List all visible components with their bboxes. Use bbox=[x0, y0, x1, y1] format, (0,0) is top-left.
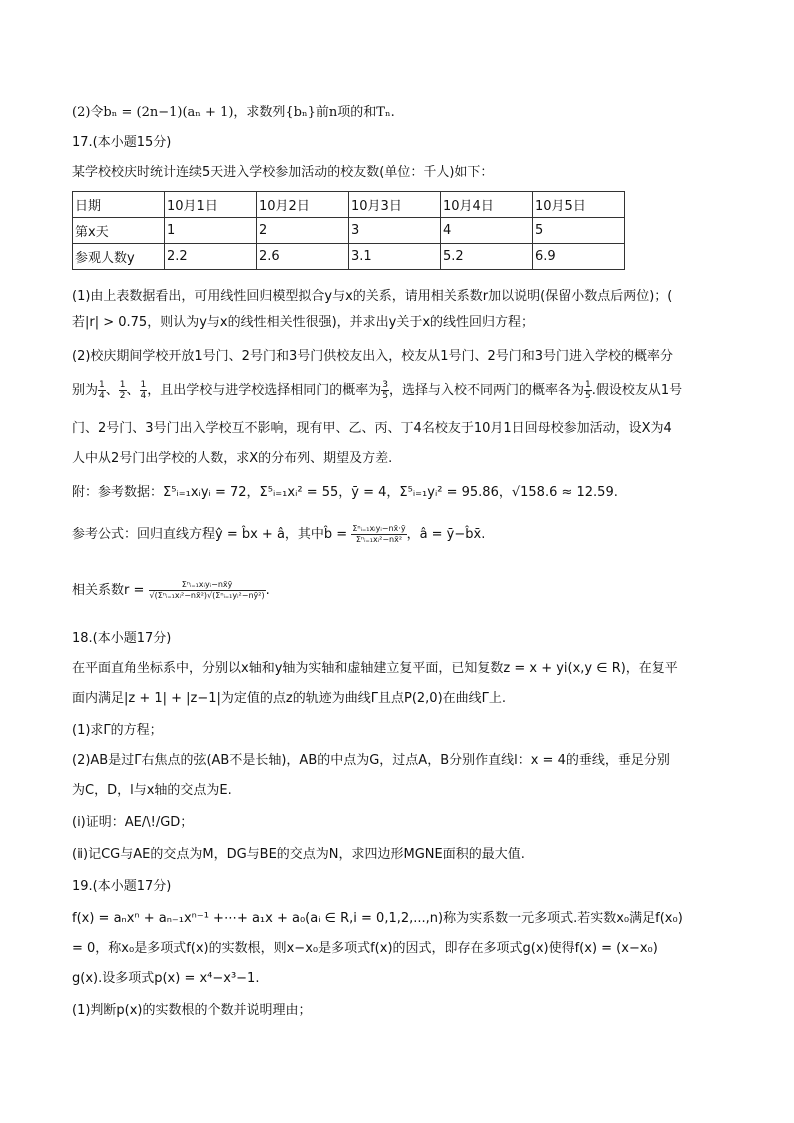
table-cell: 10月3日 bbox=[349, 192, 441, 218]
q17-part2-b bbox=[72, 380, 722, 401]
text: ，â = ȳ−b̂x̄. bbox=[406, 527, 486, 542]
q18-stem-a: 在平面直角坐标系中，分别以x轴和y轴为实轴和虚轴建立复平面，已知复数z = x + yi(x,y ∈ R)，在复平 bbox=[72, 661, 678, 676]
q18-stem-b: 面内满足|z + 1| + |z−1|为定值的点z的轨迹为曲线Γ且点P(2,0)在曲线Γ上. bbox=[72, 691, 507, 706]
table-cell: 4 bbox=[441, 218, 533, 244]
q19-part1: (1)判断p(x)的实数根的个数并说明理由； bbox=[72, 1003, 312, 1018]
q18-part2-a: (2)AB是过Γ右焦点的弦(AB不是长轴)，AB的中点为G，过点A，B分别作直线l：x = 4的垂线，垂足分别 bbox=[72, 753, 670, 768]
q17-part1-b: 若|r| > 0.75，则认为y与x的线性相关性很强)，并求出y关于x的线性回归方程； bbox=[72, 315, 535, 330]
text: .假设校友从1号 bbox=[591, 383, 683, 398]
regression-slope-fraction: $\frac{\text{Σⁿᵢ₌₁xᵢyᵢ−nx̄·ȳ}}{\text{Σⁿᵢ₌₁xᵢ²−nx̄²}}$ bbox=[352, 524, 406, 544]
table-cell: 10月4日 bbox=[441, 192, 533, 218]
text: 别为 bbox=[72, 383, 99, 398]
q17-reference-formula bbox=[72, 524, 722, 545]
q17-part2-c: 门、2号门、3号门出入学校互不影响，现有甲、乙、丙、丁4名校友于10月1日回母校参加活动，设X为4 bbox=[72, 421, 672, 436]
text: 参考公式：回归直线方程ŷ = b̂x + â，其中b̂ = bbox=[72, 527, 348, 542]
fraction-one-quarter: $\frac{1}{4}$ bbox=[99, 380, 105, 401]
q17-part2-a: (2)校庆期间学校开放1号门、2号门和3号门供校友出入，校友从1号门、2号门和3号门进入学校的概率分 bbox=[72, 349, 674, 364]
text: . bbox=[265, 583, 270, 598]
text: ，选择与入校不同两门的概率各为 bbox=[389, 383, 585, 398]
text: 相关系数r = bbox=[72, 583, 145, 598]
table-row bbox=[73, 192, 625, 218]
table-cell: 2.6 bbox=[257, 244, 349, 270]
q18-part2-ii: (ⅱ)记CG与AE的交点为M，DG与BE的交点为N，求四边形MGNE面积的最大值. bbox=[72, 847, 525, 862]
table-cell: 10月2日 bbox=[257, 192, 349, 218]
table-cell: 1 bbox=[165, 218, 257, 244]
q18-part1: (1)求Γ的方程； bbox=[72, 723, 163, 738]
table-cell: 6.9 bbox=[533, 244, 625, 270]
separator: 、 bbox=[105, 383, 119, 398]
table-cell: 10月5日 bbox=[533, 192, 625, 218]
table-cell: 5.2 bbox=[441, 244, 533, 270]
q17-intro: 某学校校庆时统计连续5天进入学校参加活动的校友数(单位：千人)如下： bbox=[72, 165, 494, 180]
table-cell: 日期 bbox=[73, 192, 165, 218]
table-cell: 10月1日 bbox=[165, 192, 257, 218]
q17-part2-d: 人中从2号门出学校的人数，求X的分布列、期望及方差. bbox=[72, 451, 393, 466]
table-cell: 3 bbox=[349, 218, 441, 244]
table-cell: 2.2 bbox=[165, 244, 257, 270]
separator: 、 bbox=[126, 383, 140, 398]
q19-stem-a: f(x) = aₙxⁿ + aₙ₋₁xⁿ⁻¹ +⋯+ a₁x + a₀(aᵢ ∈ R,i = 0,1,2,...,n)称为实系数一元多项式.若实数x₀满足f(x₀) bbox=[72, 911, 683, 926]
table-cell: 第x天 bbox=[73, 218, 165, 244]
q19-stem-c: g(x).设多项式p(x) = x⁴−x³−1. bbox=[72, 971, 260, 986]
table-cell: 2 bbox=[257, 218, 349, 244]
fraction-one-fifth: $\frac{1}{5}$ bbox=[585, 380, 591, 401]
fraction-one-quarter-2: $\frac{1}{4}$ bbox=[140, 380, 147, 401]
table-row bbox=[73, 244, 625, 270]
table-row bbox=[73, 218, 625, 244]
q18-part2-b: 为C，D，l与x轴的交点为E. bbox=[72, 783, 232, 798]
fraction-three-fifths: $\frac{3}{5}$ bbox=[382, 380, 388, 401]
q19-stem-b: = 0，称x₀是多项式f(x)的实数根，则x−x₀是多项式f(x)的因式，即存在多项式g(x)使得f(x) = (x−x₀) bbox=[72, 941, 658, 956]
fraction-one-half: $\frac{1}{2}$ bbox=[119, 380, 126, 401]
q17-correlation-formula bbox=[72, 580, 722, 601]
text: ，且出学校与进学校选择相同门的概率为 bbox=[147, 383, 382, 398]
table-cell: 5 bbox=[533, 218, 625, 244]
table-cell: 3.1 bbox=[349, 244, 441, 270]
q17-reference-data: 附：参考数据：Σ⁵ᵢ₌₁xᵢyᵢ = 72，Σ⁵ᵢ₌₁xᵢ² = 55，ȳ = 4，Σ⁵ᵢ₌₁yᵢ² = 95.86，√158.6 ≈ 12.59. bbox=[72, 485, 618, 500]
q18-part2-i: (ⅰ)证明：AE/\!/GD； bbox=[72, 815, 194, 830]
q17-heading: 17.(本小题15分) bbox=[72, 135, 172, 150]
visitor-table bbox=[72, 191, 625, 270]
q19-heading: 19.(本小题17分) bbox=[72, 879, 172, 894]
table-cell: 参观人数y bbox=[73, 244, 165, 270]
correlation-fraction: $\frac{\text{Σⁿᵢ₌₁xᵢyᵢ−nx̄ȳ}}{\text{√(Σⁿᵢ₌₁xᵢ²−nx̄²)√(Σⁿᵢ₌₁yᵢ²−nȳ²)}}$ bbox=[149, 580, 265, 600]
q16-part2: (2)令bₙ = (2n−1)(aₙ + 1)，求数列{bₙ}前n项的和Tₙ. bbox=[72, 105, 395, 120]
q17-part1-a: (1)由上表数据看出，可用线性回归模型拟合y与x的关系，请用相关系数r加以说明(保留小数点后两位)；( bbox=[72, 289, 673, 304]
q18-heading: 18.(本小题17分) bbox=[72, 631, 172, 646]
